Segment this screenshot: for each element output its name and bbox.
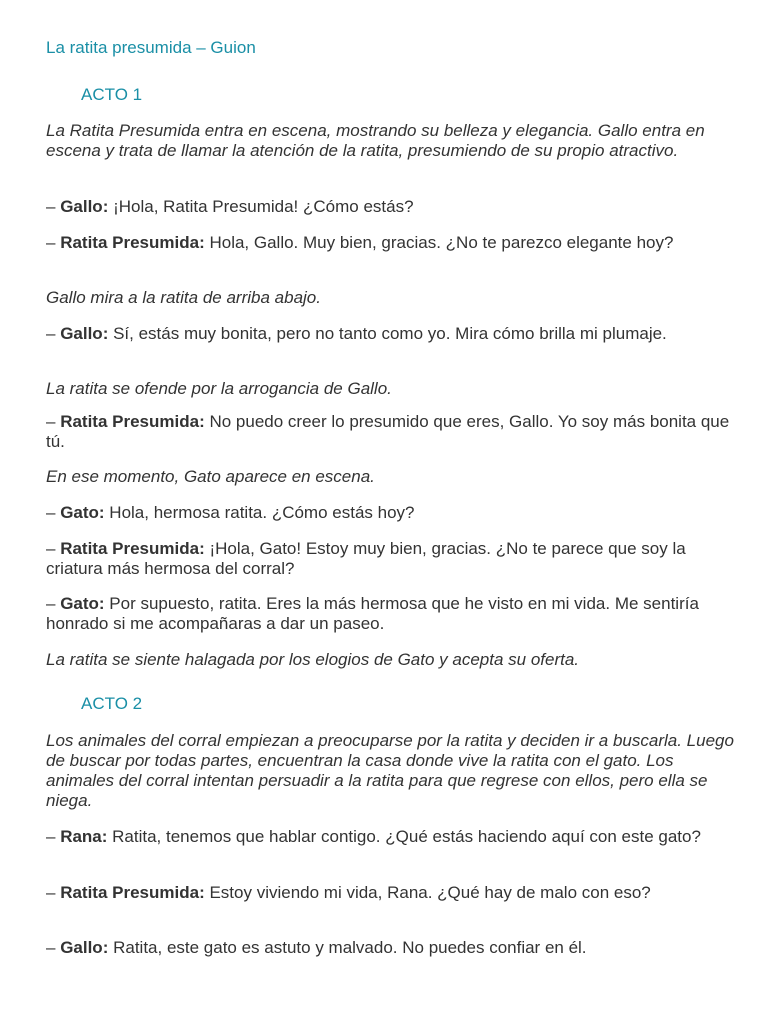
speaker-name: Rana: bbox=[60, 827, 108, 846]
dialogue-line bbox=[46, 594, 736, 634]
document-title: La ratita presumida – Guion bbox=[46, 38, 256, 57]
speaker-name: Ratita Presumida: bbox=[60, 539, 205, 558]
dialogue-dash: – bbox=[46, 503, 61, 522]
speaker-name: Gallo: bbox=[60, 938, 109, 957]
dialogue-text: ¡Hola, Ratita Presumida! ¿Cómo estás? bbox=[108, 197, 414, 216]
dialogue-dash: – bbox=[46, 197, 61, 216]
dialogue-text: Hola, hermosa ratita. ¿Cómo estás hoy? bbox=[104, 503, 415, 522]
stage-direction: Gallo mira a la ratita de arriba abajo. bbox=[46, 288, 321, 307]
speaker-name: Gato: bbox=[60, 594, 105, 613]
act-2-heading: ACTO 2 bbox=[81, 694, 143, 713]
dialogue-dash: – bbox=[46, 938, 61, 957]
dialogue-line bbox=[46, 412, 736, 452]
stage-direction: La ratita se siente halagada por los elogios de Gato y acepta su oferta. bbox=[46, 650, 580, 669]
stage-direction: La ratita se ofende por la arrogancia de Gallo. bbox=[46, 379, 392, 398]
dialogue-dash: – bbox=[46, 594, 61, 613]
speaker-name: Ratita Presumida: bbox=[60, 412, 205, 431]
dialogue-line bbox=[46, 503, 736, 523]
dialogue-line bbox=[46, 883, 736, 903]
dialogue-text: Ratita, tenemos que hablar contigo. ¿Qué estás haciendo aquí con este gato? bbox=[107, 827, 701, 846]
dialogue-text: No puedo creer lo presumido que eres, Gallo. Yo soy más bonita que tú. bbox=[46, 412, 730, 451]
dialogue-line bbox=[46, 233, 736, 253]
dialogue-text: ¡Hola, Gato! Estoy muy bien, gracias. ¿No te parece que soy la criatura más hermosa del corral? bbox=[46, 539, 686, 578]
speaker-name: Ratita Presumida: bbox=[60, 233, 205, 252]
dialogue-dash: – bbox=[46, 412, 61, 431]
stage-direction: En ese momento, Gato aparece en escena. bbox=[46, 467, 375, 486]
dialogue-dash: – bbox=[46, 324, 61, 343]
dialogue-text: Ratita, este gato es astuto y malvado. No puedes confiar en él. bbox=[108, 938, 587, 957]
dialogue-line bbox=[46, 324, 736, 344]
speaker-name: Gallo: bbox=[60, 324, 109, 343]
dialogue-text: Hola, Gallo. Muy bien, gracias. ¿No te parezco elegante hoy? bbox=[204, 233, 674, 252]
dialogue-dash: – bbox=[46, 233, 61, 252]
dialogue-line bbox=[46, 938, 736, 958]
act-1-heading: ACTO 1 bbox=[81, 85, 143, 104]
stage-direction: La Ratita Presumida entra en escena, mostrando su belleza y elegancia. Gallo entra en escena y trata de llamar la atención de la ratita, presumiendo de su propio atractivo. bbox=[46, 121, 705, 160]
dialogue-text: Sí, estás muy bonita, pero no tanto como yo. Mira cómo brilla mi plumaje. bbox=[108, 324, 667, 343]
speaker-name: Gato: bbox=[60, 503, 105, 522]
speaker-name: Ratita Presumida: bbox=[60, 883, 205, 902]
dialogue-line bbox=[46, 197, 736, 217]
dialogue-dash: – bbox=[46, 883, 61, 902]
stage-direction: Los animales del corral empiezan a preocuparse por la ratita y deciden ir a buscarla. Luego de buscar por todas partes, encuentran la casa donde vive la ratita con el gato. Los animales del corral intentan persuadir a la ratita para que regrese con ellos, pero ella se niega. bbox=[46, 731, 734, 810]
speaker-name: Gallo: bbox=[60, 197, 109, 216]
dialogue-line bbox=[46, 539, 736, 579]
dialogue-text: Por supuesto, ratita. Eres la más hermosa que he visto en mi vida. Me sentiría honrado si me acompañaras a dar un paseo. bbox=[46, 594, 699, 633]
dialogue-dash: – bbox=[46, 539, 61, 558]
dialogue-line bbox=[46, 827, 736, 847]
dialogue-dash: – bbox=[46, 827, 61, 846]
dialogue-text: Estoy viviendo mi vida, Rana. ¿Qué hay de malo con eso? bbox=[204, 883, 651, 902]
